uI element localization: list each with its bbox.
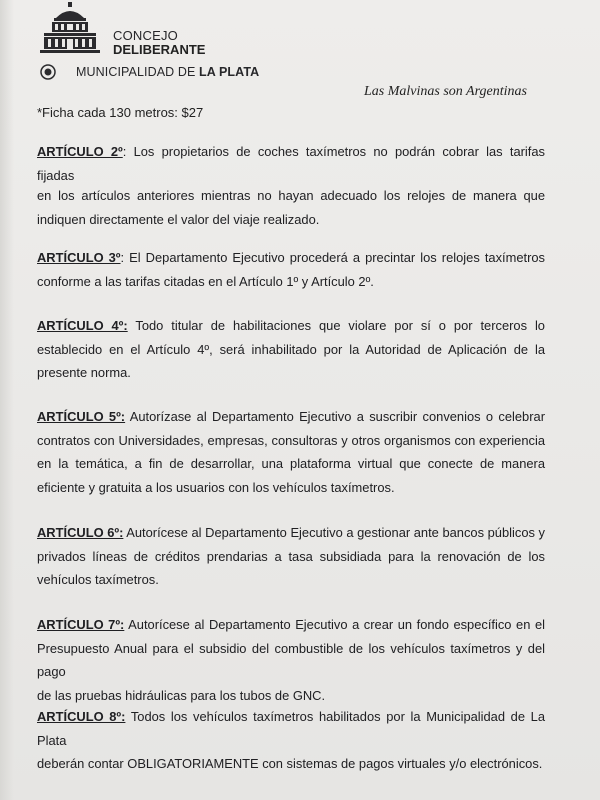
- article-text: Autorícese al Departamento Ejecutivo a gestionar ante bancos públicos y: [123, 525, 545, 540]
- article-2-continued: [37, 184, 545, 231]
- article-label: ARTÍCULO 4º:: [37, 318, 128, 333]
- article-line: Presupuesto Anual para el subsidio del combustible de los vehículos taxímetros y del pago: [37, 640, 545, 679]
- article-label: ARTÍCULO 6º:: [37, 525, 124, 540]
- article-3: [37, 246, 545, 293]
- article-line: privados líneas de créditos prendarias a tasa subsidiada para la renovación de los: [37, 548, 545, 564]
- article-line: vehículos taxímetros.: [37, 572, 159, 587]
- article-line: conforme a las tarifas citadas en el Artículo 1º y Artículo 2º.: [37, 273, 374, 289]
- article-line: establecido en el Artículo 4º, será inhabilitado por la Autoridad de Aplicación de la: [37, 341, 545, 357]
- article-line: [37, 705, 545, 752]
- article-4: [37, 314, 545, 385]
- article-line: [37, 140, 545, 187]
- council-building-logo: [38, 2, 102, 54]
- article-line: eficiente y gratuita a los usuarios con los vehículos taxímetros.: [37, 479, 395, 495]
- article-line: [37, 314, 545, 338]
- article-line: en la temática, a fin de desarrollar, una plataforma virtual que conecte de manera: [37, 456, 545, 471]
- article-6: [37, 521, 545, 592]
- article-5: [37, 405, 545, 499]
- article-8: [37, 705, 545, 776]
- article-text: : Los propietarios de coches taxímetros no podrán cobrar las tarifas fijadas: [37, 144, 545, 183]
- article-2: [37, 140, 545, 187]
- article-line: contratos con Universidades, empresas, consultoras y otros organismos con experiencia: [37, 432, 545, 448]
- article-text: : El Departamento Ejecutivo procederá a precintar los relojes taxímetros: [120, 250, 545, 265]
- article-line: indiquen directamente el valor del viaje realizado.: [37, 211, 320, 227]
- article-line: [37, 246, 545, 270]
- article-7: [37, 613, 545, 707]
- article-label: ARTÍCULO 2º: [37, 144, 123, 159]
- article-label: ARTÍCULO 8º:: [37, 709, 126, 724]
- article-line: deberán contar OBLIGATORIAMENTE con sistemas de pagos virtuales y/o electrónicos.: [37, 756, 543, 771]
- article-line: en los artículos anteriores mientras no hayan adecuado los relojes de manera que: [37, 188, 545, 203]
- municipality-name: [76, 65, 259, 79]
- fare-note: *Ficha cada 130 metros: $27: [37, 105, 204, 120]
- council-name-line2: DELIBERANTE: [113, 42, 206, 57]
- article-line: [37, 405, 545, 429]
- municipality-prefix: MUNICIPALIDAD DE: [76, 65, 200, 79]
- article-label: ARTÍCULO 7º:: [37, 617, 125, 632]
- article-line: de las pruebas hidráulicas para los tubos de GNC.: [37, 687, 326, 703]
- article-line: [37, 521, 545, 545]
- article-line: presente norma.: [37, 365, 131, 380]
- article-text: Autorízase al Departamento Ejecutivo a suscribir convenios o celebrar: [125, 409, 545, 424]
- article-line: [37, 613, 545, 637]
- article-text: Autorícese al Departamento Ejecutivo a crear un fondo específico en el: [124, 617, 545, 632]
- motto: Las Malvinas son Argentinas: [364, 84, 527, 99]
- article-text: Todos los vehículos taxímetros habilitados por la Municipalidad de La Plata: [37, 709, 545, 748]
- council-name-line1: CONCEJO: [113, 28, 178, 43]
- article-text: Todo titular de habilitaciones que violare por sí o por terceros lo: [127, 318, 545, 333]
- article-label: ARTÍCULO 5º:: [37, 409, 126, 424]
- city-seal-icon: [40, 64, 56, 80]
- article-label: ARTÍCULO 3º: [37, 250, 121, 265]
- municipality-city: LA PLATA: [199, 65, 260, 79]
